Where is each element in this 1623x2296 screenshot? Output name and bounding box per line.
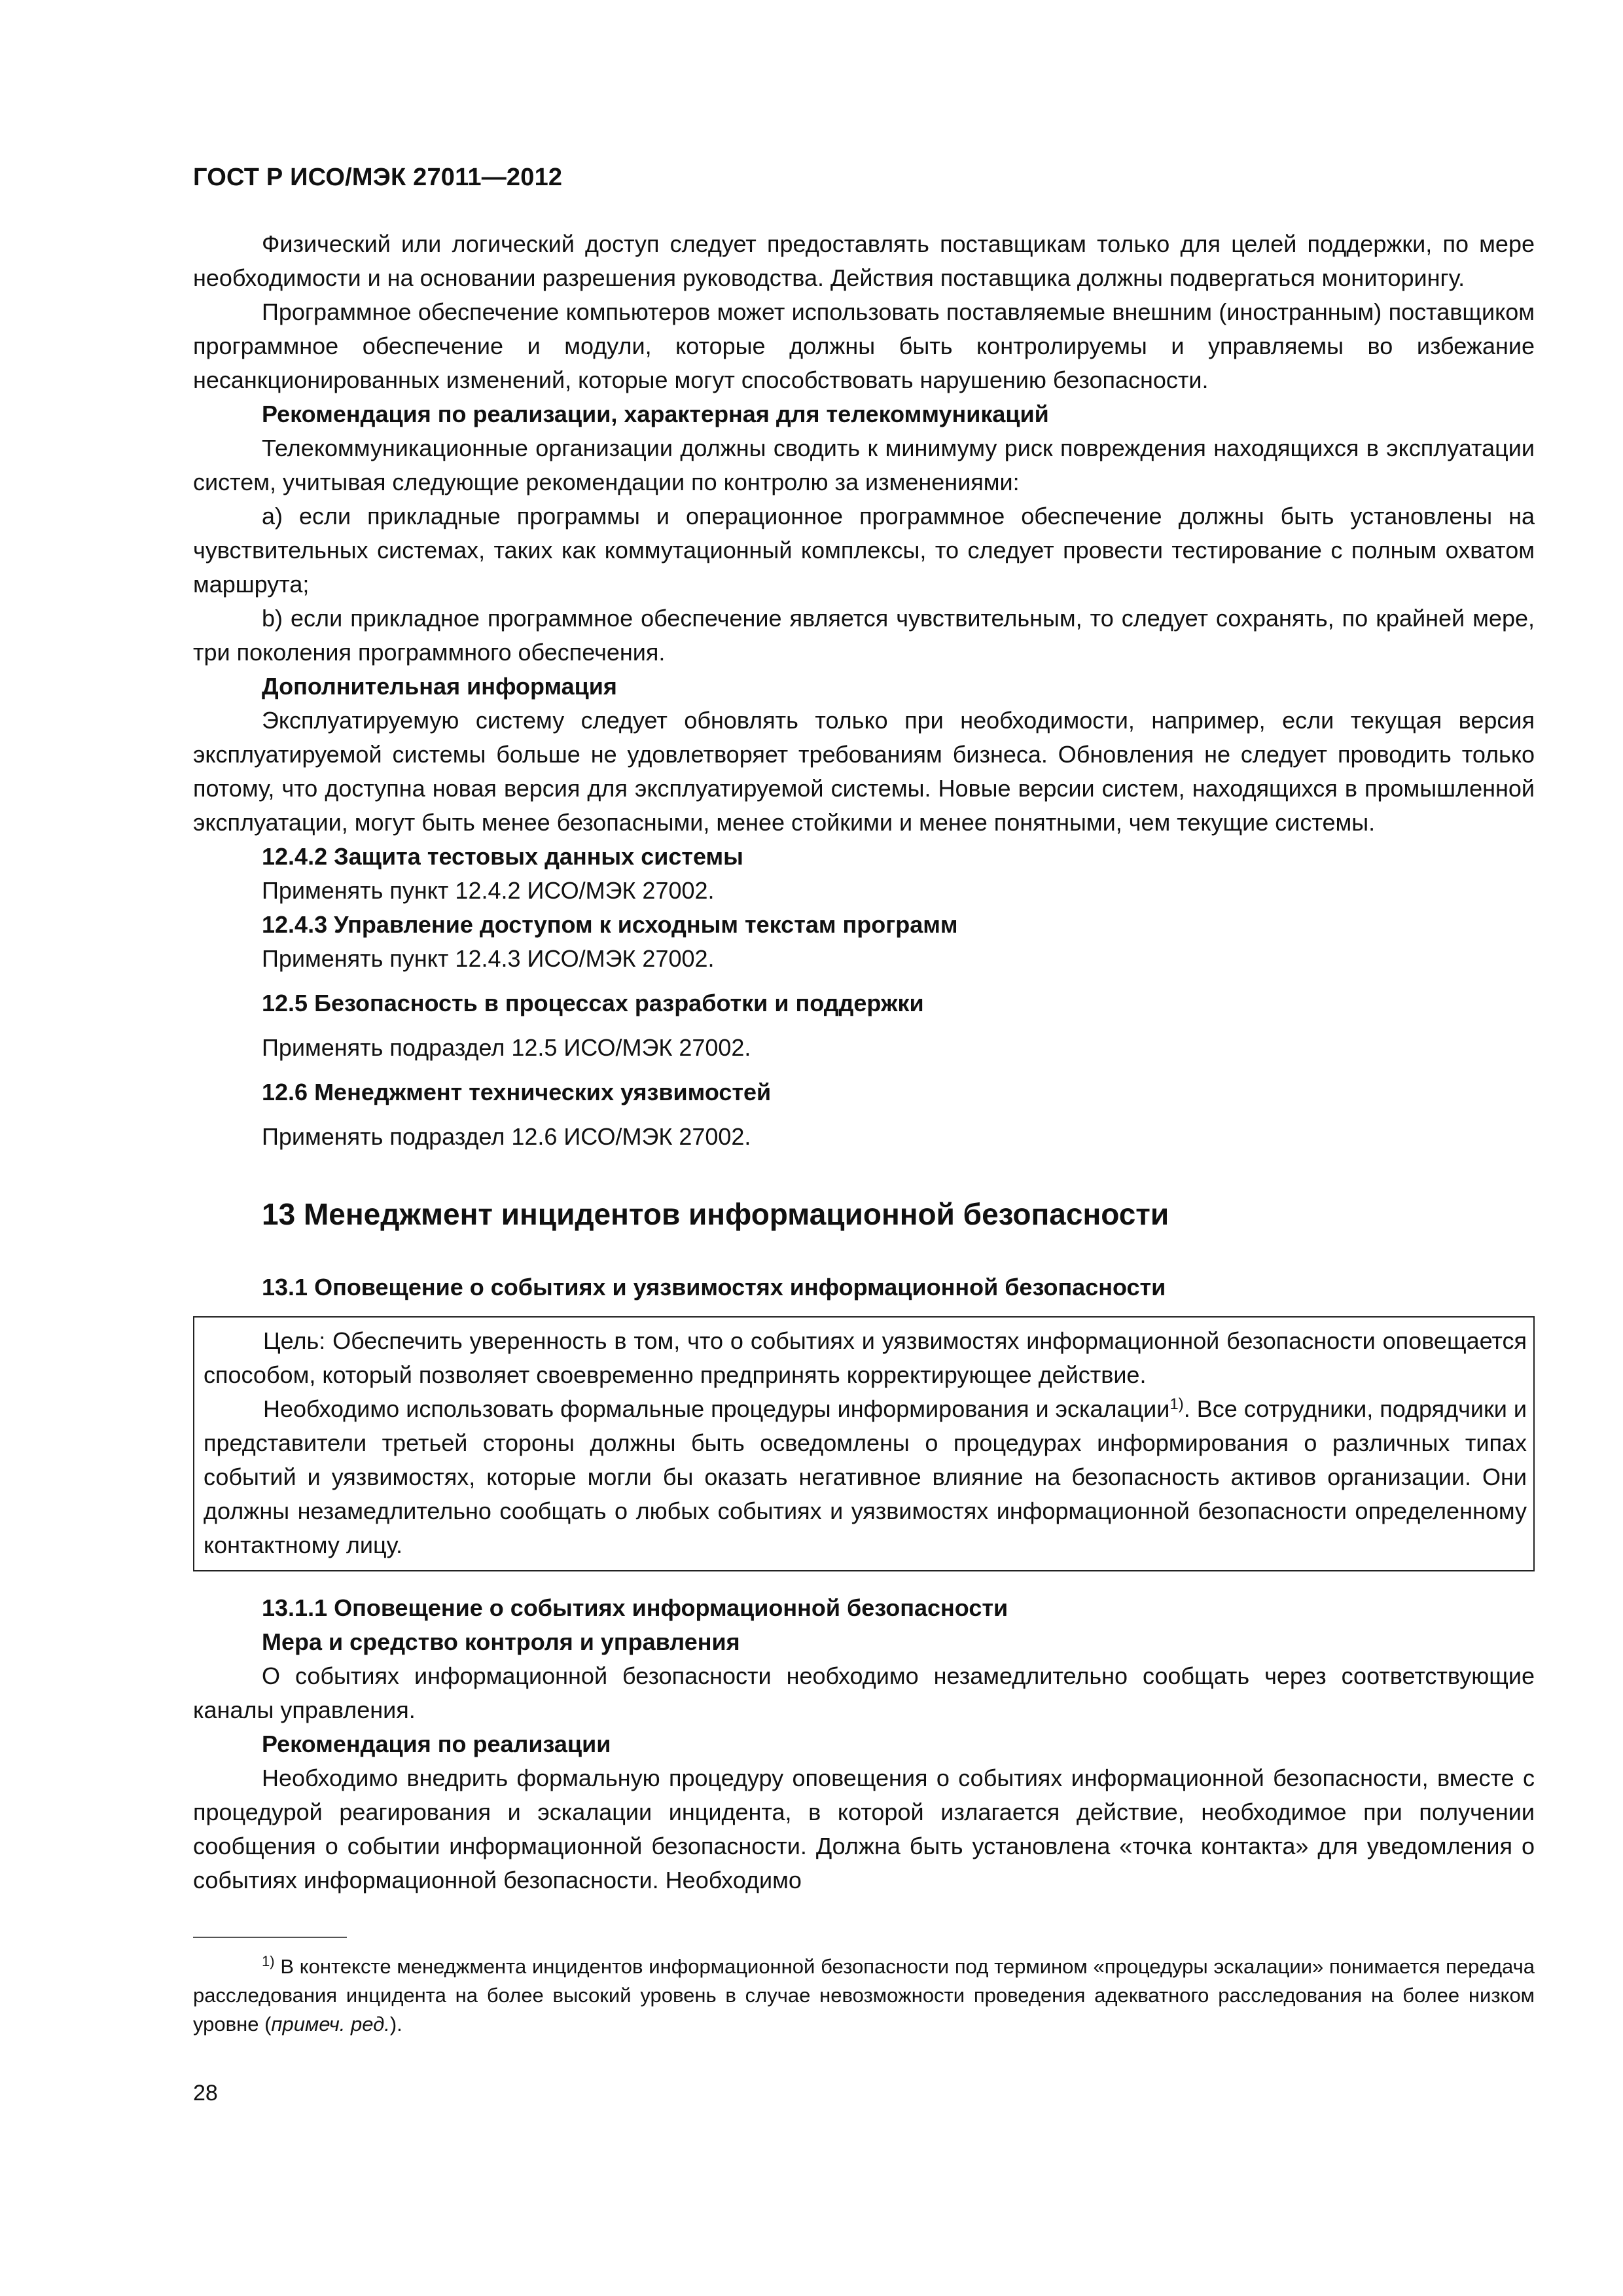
paragraph: Применять подраздел 12.6 ИСО/МЭК 27002.	[262, 1123, 751, 1150]
paragraph: Применять подраздел 12.5 ИСО/МЭК 27002.	[262, 1034, 751, 1061]
list-item-b: b) если прикладное программное обеспечение является чувствительным, то следует сохранять, по крайней мере, три поколения программного обеспечения.	[193, 605, 1535, 666]
paragraph: Эксплуатируемую систему следует обновлять только при необходимости, например, если текущая версия эксплуатируемой системы больше не удовлетворяет требованиям бизнеса. Обновления не следует проводить только потому, что доступна новая версия для эксплуатируемой системы. Новые версии систем, находящихся в промышленной эксплуатации, могут быть менее безопасными, менее стойкими и менее понятными, чем текущие системы.	[193, 707, 1535, 836]
footnote-ref: 1)	[1169, 1395, 1184, 1413]
paragraph: Программное обеспечение компьютеров может использовать поставляемые внешним (иностранным) поставщиком программное обеспечение и модули, которые должны быть контролируемы и управляемы во избежание несанкционированных изменений, которые могут способствовать нарушению безопасности.	[193, 298, 1535, 393]
section-heading: 12.4.2 Защита тестовых данных системы	[262, 843, 743, 870]
subheading: Рекомендация по реализации, характерная для телекоммуникаций	[262, 401, 1049, 427]
footnote-divider	[193, 1937, 347, 1938]
paragraph: Применять пункт 12.4.3 ИСО/МЭК 27002.	[262, 945, 715, 972]
paragraph: Применять пункт 12.4.2 ИСО/МЭК 27002.	[262, 877, 715, 904]
objective-text: Необходимо использовать формальные процедуры информирования и эскалации$^{1)}$. Все сотрудники, подрядчики и представители третьей стороны должны быть осведомлены о процедурах информирования о различных типах событий и уязвимостях, которые могли бы оказать негативное влияние на безопасность активов организации. Они должны незамедлительно сообщать о любых событиях и уязвимостях информационной безопасности определенному контактному лицу.	[204, 1395, 1527, 1558]
page-number: 28	[193, 2081, 218, 2106]
objective-box	[193, 1316, 1535, 1571]
subheading: Рекомендация по реализации	[262, 1731, 611, 1757]
subheading: Дополнительная информация	[262, 673, 617, 700]
objective-goal: Цель: Обеспечить уверенность в том, что о событиях и уязвимостях информационной безопасности оповещается способом, который позволяет своевременно предпринять корректирующее действие.	[204, 1327, 1527, 1388]
list-item-a: a) если прикладные программы и операционное программное обеспечение должны быть установлены на чувствительных системах, таких как коммутационный комплексы, то следует провести тестирование с полным охватом маршрута;	[193, 503, 1535, 598]
section-heading: 13.1 Оповещение о событиях и уязвимостях информационной безопасности	[262, 1274, 1166, 1300]
document-page	[193, 164, 1535, 2106]
section-heading: 12.5 Безопасность в процессах разработки и поддержки	[262, 990, 924, 1016]
chapter-heading: 13 Менеджмент инцидентов информационной безопасности	[262, 1197, 1169, 1231]
paragraph: Необходимо внедрить формальную процедуру оповещения о событиях информационной безопасности, вместе с процедурой реагирования и эскалации инцидента, в которой излагается действие, необходимое при получении сообщения о событии информационной безопасности. Должна быть установлена «точка контакта» для уведомления о событиях информационной безопасности. Необходимо	[193, 1765, 1535, 1893]
subheading: Мера и средство контроля и управления	[262, 1628, 740, 1655]
section-heading: 13.1.1 Оповещение о событиях информационной безопасности	[262, 1594, 1008, 1621]
document-header: ГОСТ Р ИСО/МЭК 27011—2012	[193, 164, 563, 191]
paragraph: Телекоммуникационные организации должны сводить к минимуму риск повреждения находящихся в эксплуатации систем, учитывая следующие рекомендации по контролю за изменениями:	[193, 435, 1535, 495]
paragraph: Физический или логический доступ следует предоставлять поставщикам только для целей поддержки, по мере необходимости и на основании разрешения руководства. Действия поставщика должны подвергаться мониторингу.	[193, 230, 1535, 291]
section-heading: 12.6 Менеджмент технических уязвимостей	[262, 1079, 772, 1105]
section-heading: 12.4.3 Управление доступом к исходным текстам программ	[262, 911, 958, 938]
footnote: $^{1)}$ В контексте менеджмента инцидентов информационной безопасности под термином «процедуры эскалации» понимается передача расследования инцидента на более высокий уровень в случае невозможности проведения адекватного расследования на более низком уровне (примеч. ред.).	[193, 1953, 1535, 2036]
paragraph: О событиях информационной безопасности необходимо незамедлительно сообщать через соответствующие каналы управления.	[193, 1662, 1535, 1723]
